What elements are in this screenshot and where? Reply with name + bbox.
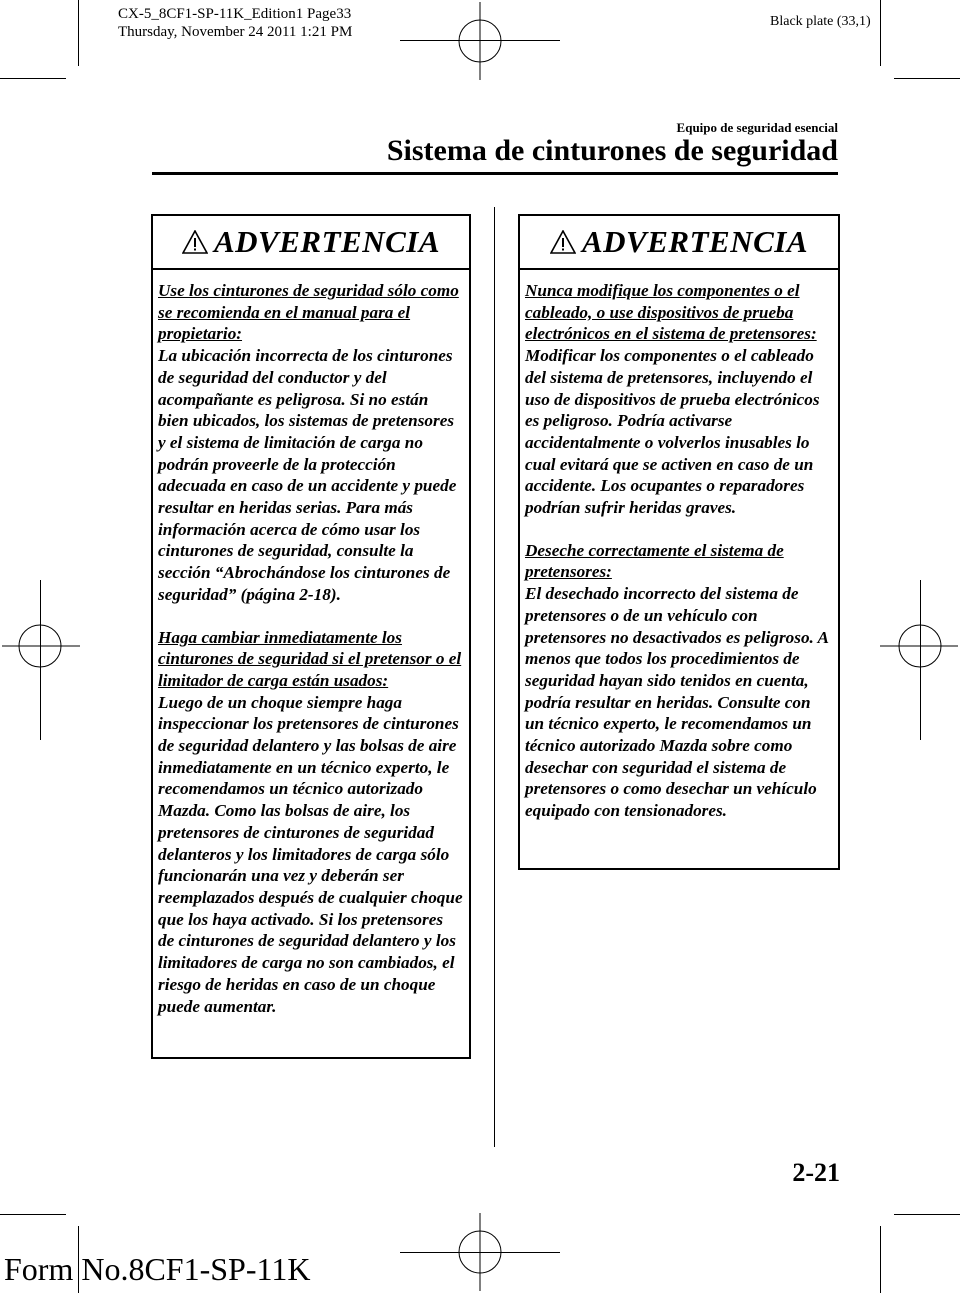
warning-header: [520, 216, 838, 270]
warning-body: [153, 270, 469, 1017]
print-header-date: Thursday, November 24 2011 1:21 PM: [118, 24, 353, 40]
warning-heading: ADVERTENCIA: [581, 224, 808, 259]
warning-heading: ADVERTENCIA: [213, 224, 440, 259]
warning-paragraph-text: Luego de un choque siempre haga inspeccionar los pretensores de cinturones de seguridad delantero y las bolsas de aire inmediatamente en un técnico experto, le recomendamos un técnico autorizado Mazda. Como las bolsas de aire, los pretensores de cinturones de seguridad delanteros y los limitadores de carga sólo funcionarán una vez y deberán ser reemplazados después de cualquier choque que los haya activado. Si los pretensores de cinturones de seguridad delantero y los limitadores de carga no son cambiados, el riesgo de heridas en caso de un choque puede aumentar.: [158, 692, 463, 1016]
print-header: [118, 5, 352, 41]
warning-body: [520, 270, 838, 822]
title-rule: [152, 172, 838, 175]
page-number: 2-21: [792, 1158, 840, 1187]
warning-paragraph: [525, 540, 832, 822]
page-title: Sistema de cinturones de seguridad: [386, 134, 838, 167]
plate-label: Black plate (33,1): [770, 14, 871, 29]
warning-paragraph-text: La ubicación incorrecta de los cinturones de seguridad del conductor y del acompañante es peligrosa. Si no están bien ubicados, los sistemas de pretensores y el sistema de limitación de carga no podrán proveerle de la protección adecuada en caso de un accidente y puede resultar en heridas serias. Para más información acerca de cómo usar los cinturones de seguridad, consulte la sección “Abrochándose los cinturones de seguridad” (página 2-18).: [158, 346, 457, 604]
warning-paragraph: [525, 280, 832, 519]
warning-box-left: [151, 214, 471, 1059]
section-category: Equipo de seguridad esencial: [676, 120, 838, 135]
print-header-file: CX-5_8CF1-SP-11K_Edition1 Page33: [118, 6, 352, 22]
warning-paragraph-title: Nunca modifique los componentes o el cableado, o use dispositivos de prueba electrónicos en el sistema de pretensores:: [525, 281, 817, 344]
warning-paragraph: [158, 280, 463, 606]
warning-header: [153, 216, 469, 270]
warning-paragraph-title: Haga cambiar inmediatamente los cinturones de seguridad si el pretensor o el limitador de carga están usados:: [158, 627, 462, 690]
warning-paragraph-text: El desechado incorrecto del sistema de pretensores o de un vehículo con pretensores no desactivados es peligroso. A menos que todos los procedimientos de seguridad hayan sido tenidos en cuenta, podría resultar en heridas. Consulte con un técnico experto, le recomendamos un técnico autorizado Mazda sobre como desechar con seguridad el sistema de pretensores o como desechar un vehículo equipado con tensionadores.: [525, 584, 829, 821]
warning-paragraph: [158, 627, 463, 1018]
warning-paragraph-text: Modificar los componentes o el cableado del sistema de pretensores, incluyendo el uso de dispositivos de prueba electrónicos es peligroso. Podría activarse accidentalmente o volverlos inusables lo cual evitará que se activen en caso de un accidente. Los ocupantes o reparadores podrían sufrir heridas graves.: [525, 346, 820, 518]
warning-paragraph-title: Deseche correctamente el sistema de pretensores:: [525, 540, 784, 582]
warning-triangle-icon: [182, 230, 208, 254]
form-number-footer: Form No.8CF1-SP-11K: [4, 1251, 311, 1287]
column-divider: [494, 207, 495, 1147]
warning-box-right: [518, 214, 840, 870]
warning-triangle-icon: [550, 230, 576, 254]
warning-paragraph-title: Use los cinturones de seguridad sólo como se recomienda en el manual para el propietario:: [158, 281, 459, 344]
